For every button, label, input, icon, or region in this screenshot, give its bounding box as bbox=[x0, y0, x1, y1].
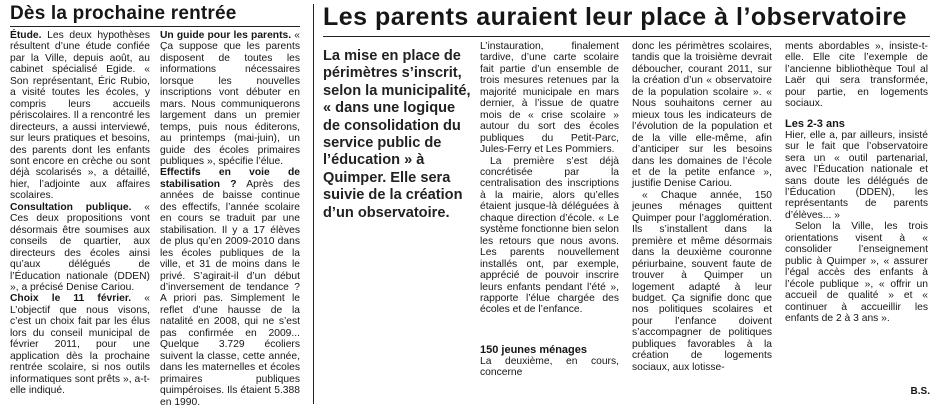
paragraph-consultation bbox=[10, 202, 150, 294]
left-article-title: Dès la prochaine rentrée bbox=[10, 3, 237, 24]
lead-etude: Étude. bbox=[10, 30, 42, 41]
text-choix: « L’objectif que nous visons, c’est un choix fait par les élus lors du conseil municipal de février 2011, pour une application dès la prochaine rentrée scolaire, si nos outils informatiques sont prêts », a-t-elle indiqué. bbox=[10, 293, 151, 397]
paragraph-effectifs bbox=[160, 167, 300, 408]
left-column-1 bbox=[10, 30, 150, 397]
lead-guide: Un guide pour les parents. bbox=[160, 30, 292, 41]
paragraph-orientations: Selon la Ville, les trois orientations visent à « consolider l’enseignement public à Quimper », « assurer l’égal accès des enfants à l’école publique », « offrir un accueil de qualité » et « continuer à accueillir les enfants de 2 à 3 ans ». bbox=[785, 221, 928, 324]
subhead-deux-trois-ans: Les 2-3 ans bbox=[785, 117, 845, 130]
left-title-rule bbox=[10, 26, 300, 27]
text-effectifs: Après des années de baisse continue des effectifs, l’année scolaire en cours se traduit par une stabilisation. Il y a 17 élèves de plus qu’en 2009-2010 dans les écoles publiques de la ville, et 31 de moins dans le privé. S’agirait-il d’un début d’inversement de tendance ? A priori pas. Simplement le reflet d’une hausse de la natalité en 2008, qui ne s’est pas confirmée en 2009... Quelque 3.729 écoliers suivent la classe, cette année, dans les maternelles et écoles primaires publiques quimpéroises. Ils étaient 5.388 en 1990. bbox=[160, 178, 301, 408]
lead-effectifs: Effectifs en voie de stabilisation ? bbox=[160, 167, 300, 190]
subhead-jeunes-menages: 150 jeunes ménages bbox=[480, 343, 588, 356]
lead-choix: Choix le 11 février. bbox=[10, 293, 132, 305]
text-guide: « Ça suppose que les parents disposent de toutes les informations nécessaires lorsque les nouvelles inscriptions vont débuter en mars. Nous communiquerons largement dans un premier temps, puis nous éditerons, au printemps (mai-juin), un guide des écoles primaires publiques », spécifie l’élue. bbox=[160, 30, 301, 167]
paragraph-etude bbox=[10, 30, 150, 202]
main-article-title: Les parents auraient leur place à l’observatoire bbox=[323, 3, 907, 31]
author-signature: B.S. bbox=[910, 386, 930, 397]
lead-consultation: Consultation publique. bbox=[10, 201, 132, 213]
paragraph-deuxieme: La deuxième, en cours, concerne bbox=[480, 355, 619, 379]
paragraph-chaque-annee: « Chaque année, 150 jeunes ménages quittent Quimper pour l’agglomération. Ils s’installent dans la première et même désormais dans la deuxième couronne périurbaine, souvent faute de trouver à Quimper un logement adapté à leur budget. Ça signifie donc que nos politiques scolaires et pour l’enfance doivent s’accompagner de politiques publiques favorables à la création de logements sociaux, aux lotisse- bbox=[632, 189, 772, 373]
paragraph-perimetres: donc les périmètres scolaires, tandis que la troisième devrait déboucher, courant 2011, sur la création d’un « observatoire de la population scolaire ». « Nous souhaitons cerner au mieux tous les indicateurs de l’évolution de la population et de la ville elle-même, afin d’anticiper sur les besoins dans les domaines de l’école et de la petite enfance », justifie Denise Cariou. bbox=[632, 41, 772, 190]
paragraph-logements: ments abordables », insiste-t-elle. Elle cite l’exemple de l’ancienne bibliothèque Toul al Laër qui sera transformée, pour partie, en logements sociaux. bbox=[785, 41, 928, 110]
paragraph-choix bbox=[10, 293, 150, 396]
article-separator bbox=[313, 4, 314, 404]
text-etude: Les deux hypothèses résultent d’une étude confiée par la Ville, depuis août, au cabinet spécialisé Egide. « Son représentant, Éric Rubio, a visité toutes les écoles, y compris leurs accueils périscolaires. Il a rencontré les directeurs, a aussi interviewé, sur leurs pratiques et besoins, des parents dont les enfants sont encore en crèche ou sont déjà scolarisés », a détaillé, hier, l’adjointe aux affaires scolaires. bbox=[10, 30, 150, 202]
paragraph-premiere: La première s’est déjà concrétisée par la centralisation des inscriptions à la mairie, alors qu’elles étaient jusque-là déléguées à chaque direction d’école. « Le système fonctionne bien selon les retours que nous avons. Les parents nouvellement installés ont, par exemple, apprécié de pouvoir inscrire leurs enfants pendant l’été », rapporte l’élue chargée des écoles et de l’enfance. bbox=[480, 155, 619, 316]
left-column-2 bbox=[160, 30, 300, 408]
lead-paragraph: La mise en place de périmètres s’inscrit, selon la municipalité, « dans une logique de consolidation du service public de l’éducation » à Quimper. Elle sera suivie de la création d’un observatoire. bbox=[323, 48, 471, 221]
main-column-5 bbox=[785, 41, 928, 324]
main-column-3 bbox=[480, 41, 619, 379]
paragraph-observatoire: Hier, elle a, par ailleurs, insisté sur le fait que l’observatoire sera un « outil partenarial, avec l’Éducation nationale et sans doute les délégués de l’Éducation (DDEN), les représentants de parents d’élèves... » bbox=[785, 129, 928, 221]
paragraph-instauration: L’instauration, finalement tardive, d’une carte scolaire fait partie d’un ensemble de trois mesures retenues par la majorité municipale en mars dernier, à l’issue de quatre mois de « crise scolaire » autour du sort des écoles publiques du Petit-Parc, Jules-Ferry et Les Pommiers. bbox=[480, 41, 619, 156]
main-title-rule bbox=[323, 36, 930, 37]
paragraph-guide bbox=[160, 30, 300, 167]
main-column-4 bbox=[632, 41, 772, 373]
text-consultation: « Ces deux propositions vont désormais être soumises aux conseils de quartier, aux directeurs des écoles ainsi qu’aux délégués de l’Éducation nationale (DDEN) », a précisé Denise Cariou. bbox=[10, 201, 150, 293]
